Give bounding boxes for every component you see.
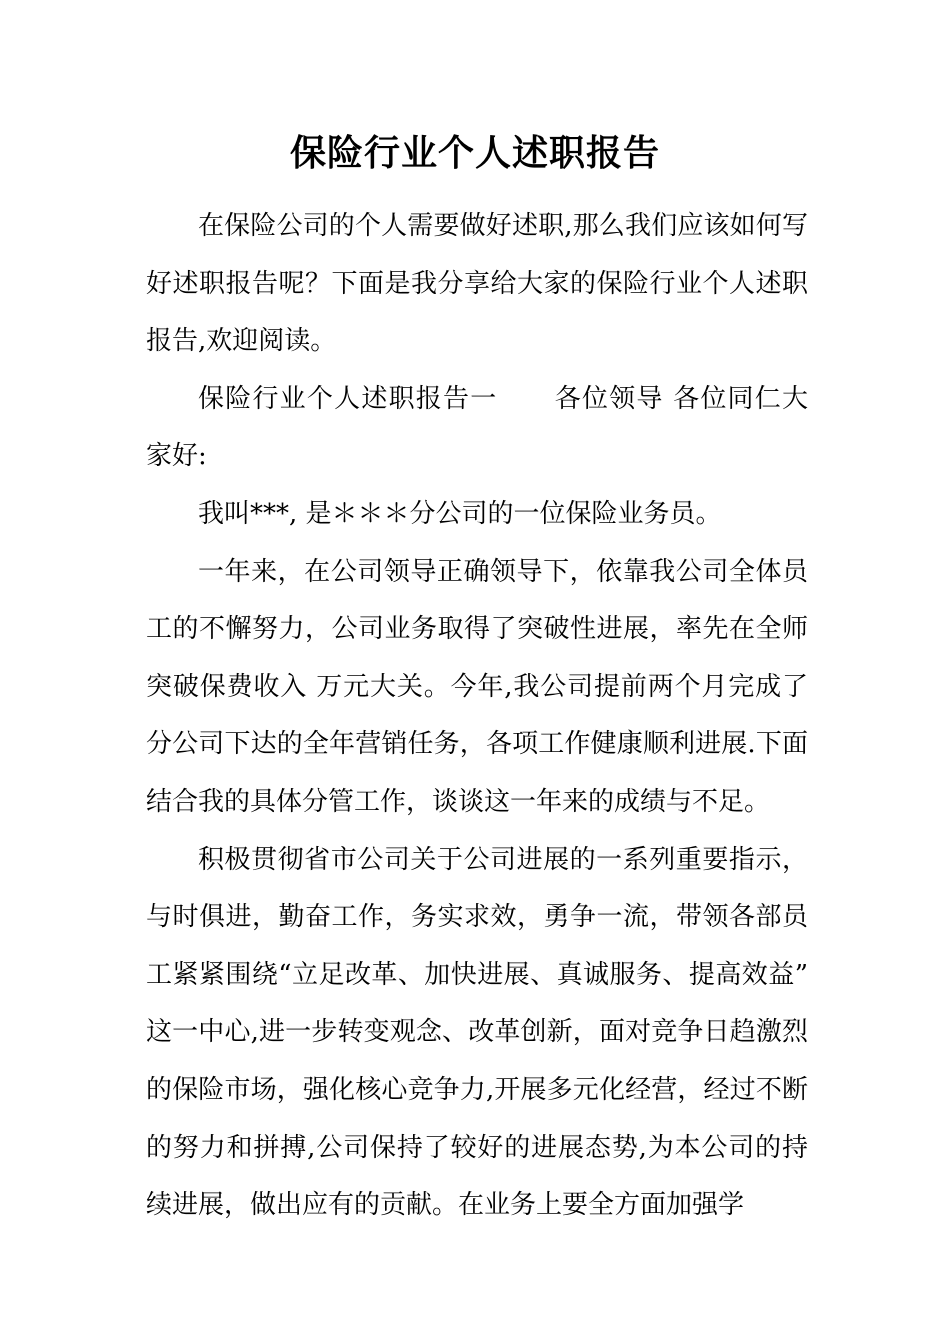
achievement-paragraph: 一年来，在公司领导正确领导下，依靠我公司全体员工的不懈努力，公司业务取得了突破性进展，率先在全师突破保费收入 万元大关。今年,我公司提前两个月完成了分公司下达的全年营销任务，各项工作健康顺利进展.下面结合我的具体分管工作，谈谈这一年来的成绩与不足。 — [146, 556, 808, 817]
intro-paragraph: 在保险公司的个人需要做好述职,那么我们应该如何写好述职报告呢？下面是我分享给大家的保险行业个人述职报告,欢迎阅读。 — [146, 211, 808, 357]
document-body — [146, 198, 808, 1235]
self-intro-paragraph: 我叫***, 是＊＊＊分公司的一位保险业务员。 — [198, 498, 722, 529]
work-paragraph: 积极贯彻省市公司关于公司进展的一系列重要指示，与时俱进，勤奋工作，务实求效，勇争一流，带领各部员工紧紧围绕“立足改革、加快进展、真诚服务、提高效益”这一中心,进一步转变观念、改革创新，面对竞争日趋激烈的保险市场，强化核心竞争力,开展多元化经营，经过不断的努力和拼搏,公司保持了较好的进展态势,为本公司的持续进展，做出应有的贡献。在业务上要全方面加强学 — [146, 844, 808, 1221]
greeting-text: 各位领导 各位同仁大家好: — [146, 383, 808, 472]
section-heading-paragraph — [146, 371, 808, 486]
section-heading: 保险行业个人述职报告一 — [198, 383, 498, 414]
document-title: 保险行业个人述职报告 — [289, 132, 660, 174]
